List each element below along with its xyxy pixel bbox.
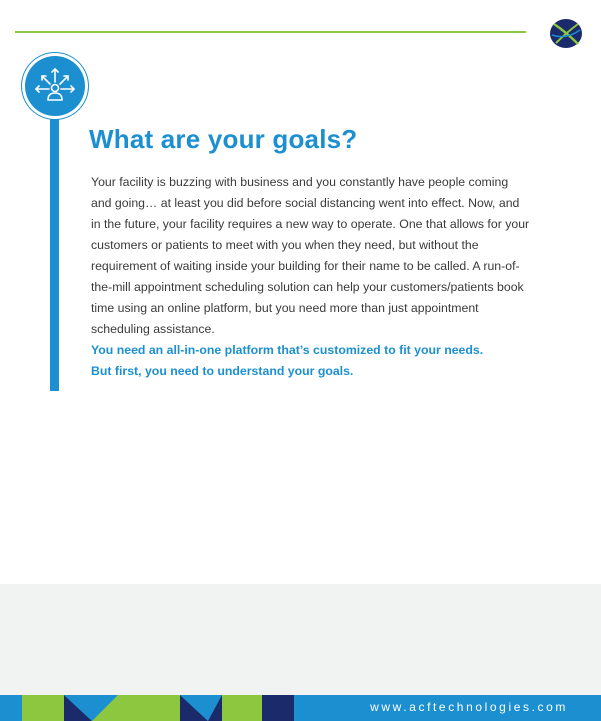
header-divider xyxy=(15,31,526,33)
call-to-action xyxy=(91,340,531,382)
cta-line-1: You need an all-in-one platform that’s customized to fit your needs. xyxy=(91,343,484,357)
footer-band xyxy=(0,695,601,721)
goals-badge xyxy=(22,53,88,119)
page-title: What are your goals? xyxy=(89,124,358,154)
footer-url[interactable]: www.acftechnologies.com xyxy=(370,700,568,714)
acf-globe-logo-icon xyxy=(549,18,583,49)
cta-line-2: But first, you need to understand your goals. xyxy=(91,364,354,378)
section-accent-bar xyxy=(50,112,59,391)
people-network-icon xyxy=(22,53,88,119)
body-paragraph: Your facility is buzzing with business and you constantly have people coming and going… at least you did before social distancing went into effect. Now, and in the future, your facility requires a new way to operate. One that allows for your customers or patients to meet with you when they need, but without the requirement of waiting inside your building for their name to be called. A run-of-the-mill appointment scheduling solution can help your customers/patients book time using an online platform, but you need more than just appointment scheduling assistance. xyxy=(91,175,530,336)
